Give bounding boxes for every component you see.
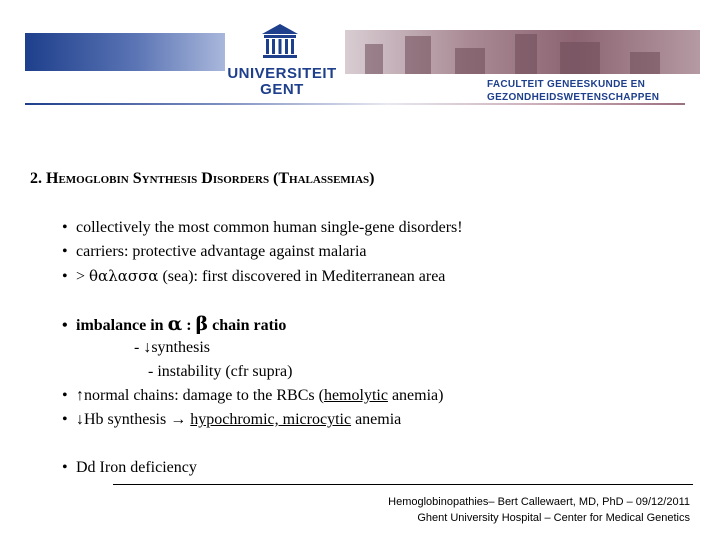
bullet-symbol: • (62, 459, 68, 476)
faculty-name (487, 78, 707, 104)
greek-word: θαλασσα (89, 267, 159, 285)
building-silhouette (455, 48, 485, 74)
bullet-item (62, 242, 367, 262)
beta-symbol: β (195, 313, 209, 335)
footer-divider (113, 484, 693, 485)
bullet-text-prefix: > (76, 268, 86, 285)
building-silhouette (515, 34, 537, 74)
bullet-item (62, 266, 445, 287)
footer-line1: Hemoglobinopathies– Bert Callewaert, MD, PhD – 09/12/2011 (388, 496, 690, 508)
footer (388, 494, 690, 526)
header-band-right (345, 30, 700, 74)
university-logo (227, 22, 340, 102)
bullet-item (62, 410, 401, 430)
bullet-item (62, 218, 463, 238)
alpha-symbol: α (167, 313, 183, 335)
bullet-symbol: • (62, 268, 68, 285)
bullet-symbol: • (62, 317, 68, 334)
building-silhouette (365, 44, 383, 74)
arrow-icon: → (170, 411, 187, 428)
bullet-text: Dd Iron deficiency (76, 459, 197, 476)
underlined-term: hemolytic (323, 387, 388, 404)
bullet-text: carriers: protective advantage against malaria (76, 243, 367, 260)
bullet-text: anemia) (391, 387, 444, 404)
bullet-text: imbalance in (76, 317, 164, 334)
faculty-name-line1: FACULTEIT GENEESKUNDE EN (487, 79, 646, 90)
bullet-item (62, 386, 443, 406)
footer-line2: Ghent University Hospital – Center for Medical Genetics (417, 512, 690, 524)
building-silhouette (630, 52, 660, 74)
bullet-text: chain ratio (212, 317, 287, 334)
ratio-colon: : (186, 317, 192, 334)
building-silhouette (405, 36, 431, 74)
bullet-symbol: • (62, 219, 68, 236)
bullet-text: ↓Hb synthesis (76, 411, 167, 428)
header-band-left (25, 33, 225, 71)
bullet-text: anemia (355, 411, 402, 428)
bullet-text: collectively the most common human single-gene disorders! (76, 219, 463, 236)
university-name (222, 66, 342, 98)
university-name-line2: GENT (260, 81, 304, 98)
building-silhouette (560, 42, 600, 74)
bullet-symbol: • (62, 411, 68, 428)
slide-title: 2. Hemoglobin Synthesis Disorders (Thalassemias) (30, 170, 375, 187)
bullet-symbol: • (62, 387, 68, 404)
bullet-symbol: • (62, 243, 68, 260)
bullet-text-suffix: (sea): first discovered in Mediterranean area (162, 268, 446, 285)
bullet-text: ↑normal chains: damage to the RBCs ( (76, 387, 324, 404)
bullet-item (62, 458, 197, 478)
sub-bullet-item: - ↓synthesis (134, 339, 210, 356)
sub-bullet-item: - instability (cfr supra) (148, 363, 293, 380)
underlined-term: hypochromic, microcytic (190, 411, 352, 428)
temple-icon (260, 22, 300, 62)
faculty-name-line2: GEZONDHEIDSWETENSCHAPPEN (487, 92, 660, 103)
university-name-line1: UNIVERSITEIT (227, 65, 337, 82)
bullet-item (62, 314, 286, 336)
